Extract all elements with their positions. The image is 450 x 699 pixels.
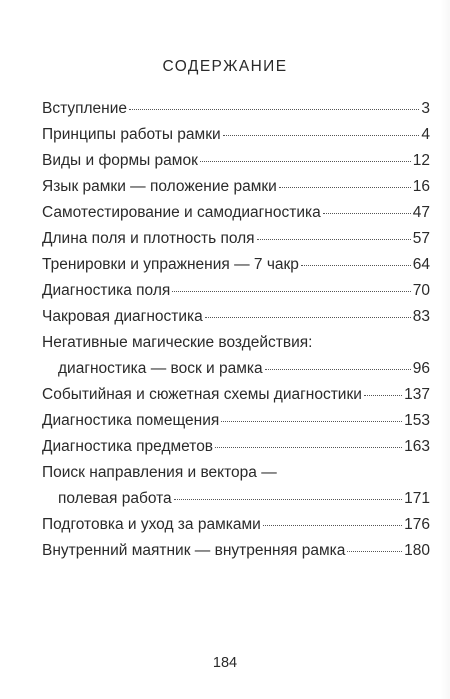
toc-entry-title-line2: полевая работа: [58, 490, 172, 507]
toc-entry[interactable]: [42, 512, 430, 538]
toc-entry[interactable]: [42, 434, 430, 460]
dot-leader: [174, 499, 402, 500]
page-edge-shadow: [440, 0, 450, 699]
toc-entry-page: 137: [404, 386, 430, 403]
toc-entry-title: Чакровая диагностика: [42, 308, 203, 325]
toc-entry-page: 64: [412, 256, 430, 273]
toc-entry-page: 153: [404, 412, 430, 429]
dot-leader: [347, 551, 402, 552]
toc-entry-title: Диагностика предметов: [42, 438, 214, 455]
dot-leader: [221, 421, 402, 422]
toc-entry[interactable]: [42, 226, 430, 252]
toc-entry-page: 16: [412, 178, 430, 195]
toc-entry-title: Диагностика поля: [42, 282, 171, 299]
toc-entry[interactable]: [42, 96, 430, 122]
dot-leader: [223, 135, 420, 136]
contents-heading: СОДЕРЖАНИЕ: [162, 58, 288, 75]
toc-entry-page: 47: [412, 204, 430, 221]
dot-leader: [215, 447, 402, 448]
dot-leader: [263, 525, 402, 526]
dot-leader: [200, 161, 411, 162]
toc-entry-page: 163: [404, 438, 430, 455]
toc-entry[interactable]: [42, 174, 430, 200]
dot-leader: [301, 265, 411, 266]
toc-entry-page: 180: [404, 542, 430, 559]
toc-entry-page: 4: [421, 126, 430, 143]
dot-leader: [257, 239, 411, 240]
dot-leader: [172, 291, 410, 292]
dot-leader: [279, 187, 411, 188]
toc-entry[interactable]: [42, 408, 430, 434]
toc-entry[interactable]: [42, 330, 430, 382]
toc-entry[interactable]: [42, 148, 430, 174]
toc-entry-title-line1: Негативные магические воздействия:: [42, 334, 313, 351]
toc-entry-page: 70: [412, 282, 430, 299]
toc-entry-page: 83: [412, 308, 430, 325]
table-of-contents: [42, 96, 430, 564]
toc-entry[interactable]: [42, 460, 430, 512]
toc-entry[interactable]: [42, 382, 430, 408]
toc-entry-title: Язык рамки — положение рамки: [42, 178, 277, 195]
toc-entry-page: 57: [412, 230, 430, 247]
toc-entry-title-line1: Поиск направления и вектора —: [42, 464, 277, 481]
toc-entry-page: 12: [412, 152, 430, 169]
toc-entry-title: Тренировки и упражнения — 7 чакр: [42, 256, 299, 273]
toc-entry[interactable]: [42, 252, 430, 278]
toc-entry[interactable]: [42, 538, 430, 564]
toc-entry[interactable]: [42, 304, 430, 330]
toc-entry-page: 171: [404, 490, 430, 507]
dot-leader: [129, 109, 419, 110]
toc-entry-title: Виды и формы рамок: [42, 152, 198, 169]
toc-entry[interactable]: [42, 122, 430, 148]
toc-entry-page: 3: [421, 100, 430, 117]
toc-entry-title: Самотестирование и самодиагностика: [42, 204, 321, 221]
toc-entry-title: Длина поля и плотность поля: [42, 230, 255, 247]
dot-leader: [205, 317, 411, 318]
toc-entry-title: Внутренний маятник — внутренняя рамка: [42, 542, 346, 559]
toc-entry-title: Событийная и сюжетная схемы диагностики: [42, 386, 362, 403]
dot-leader: [323, 213, 411, 214]
toc-entry[interactable]: [42, 200, 430, 226]
toc-entry-page: 96: [412, 360, 430, 377]
toc-entry-title: Принципы работы рамки: [42, 126, 221, 143]
toc-entry-title: Диагностика помещения: [42, 412, 220, 429]
page-number: 184: [212, 655, 238, 671]
dot-leader: [265, 369, 411, 370]
toc-entry-title-line2: диагностика — воск и рамка: [58, 360, 263, 377]
toc-entry-title: Подготовка и уход за рамками: [42, 516, 261, 533]
toc-entry-page: 176: [404, 516, 430, 533]
toc-entry-title: Вступление: [42, 100, 128, 117]
toc-entry[interactable]: [42, 278, 430, 304]
dot-leader: [364, 395, 402, 396]
